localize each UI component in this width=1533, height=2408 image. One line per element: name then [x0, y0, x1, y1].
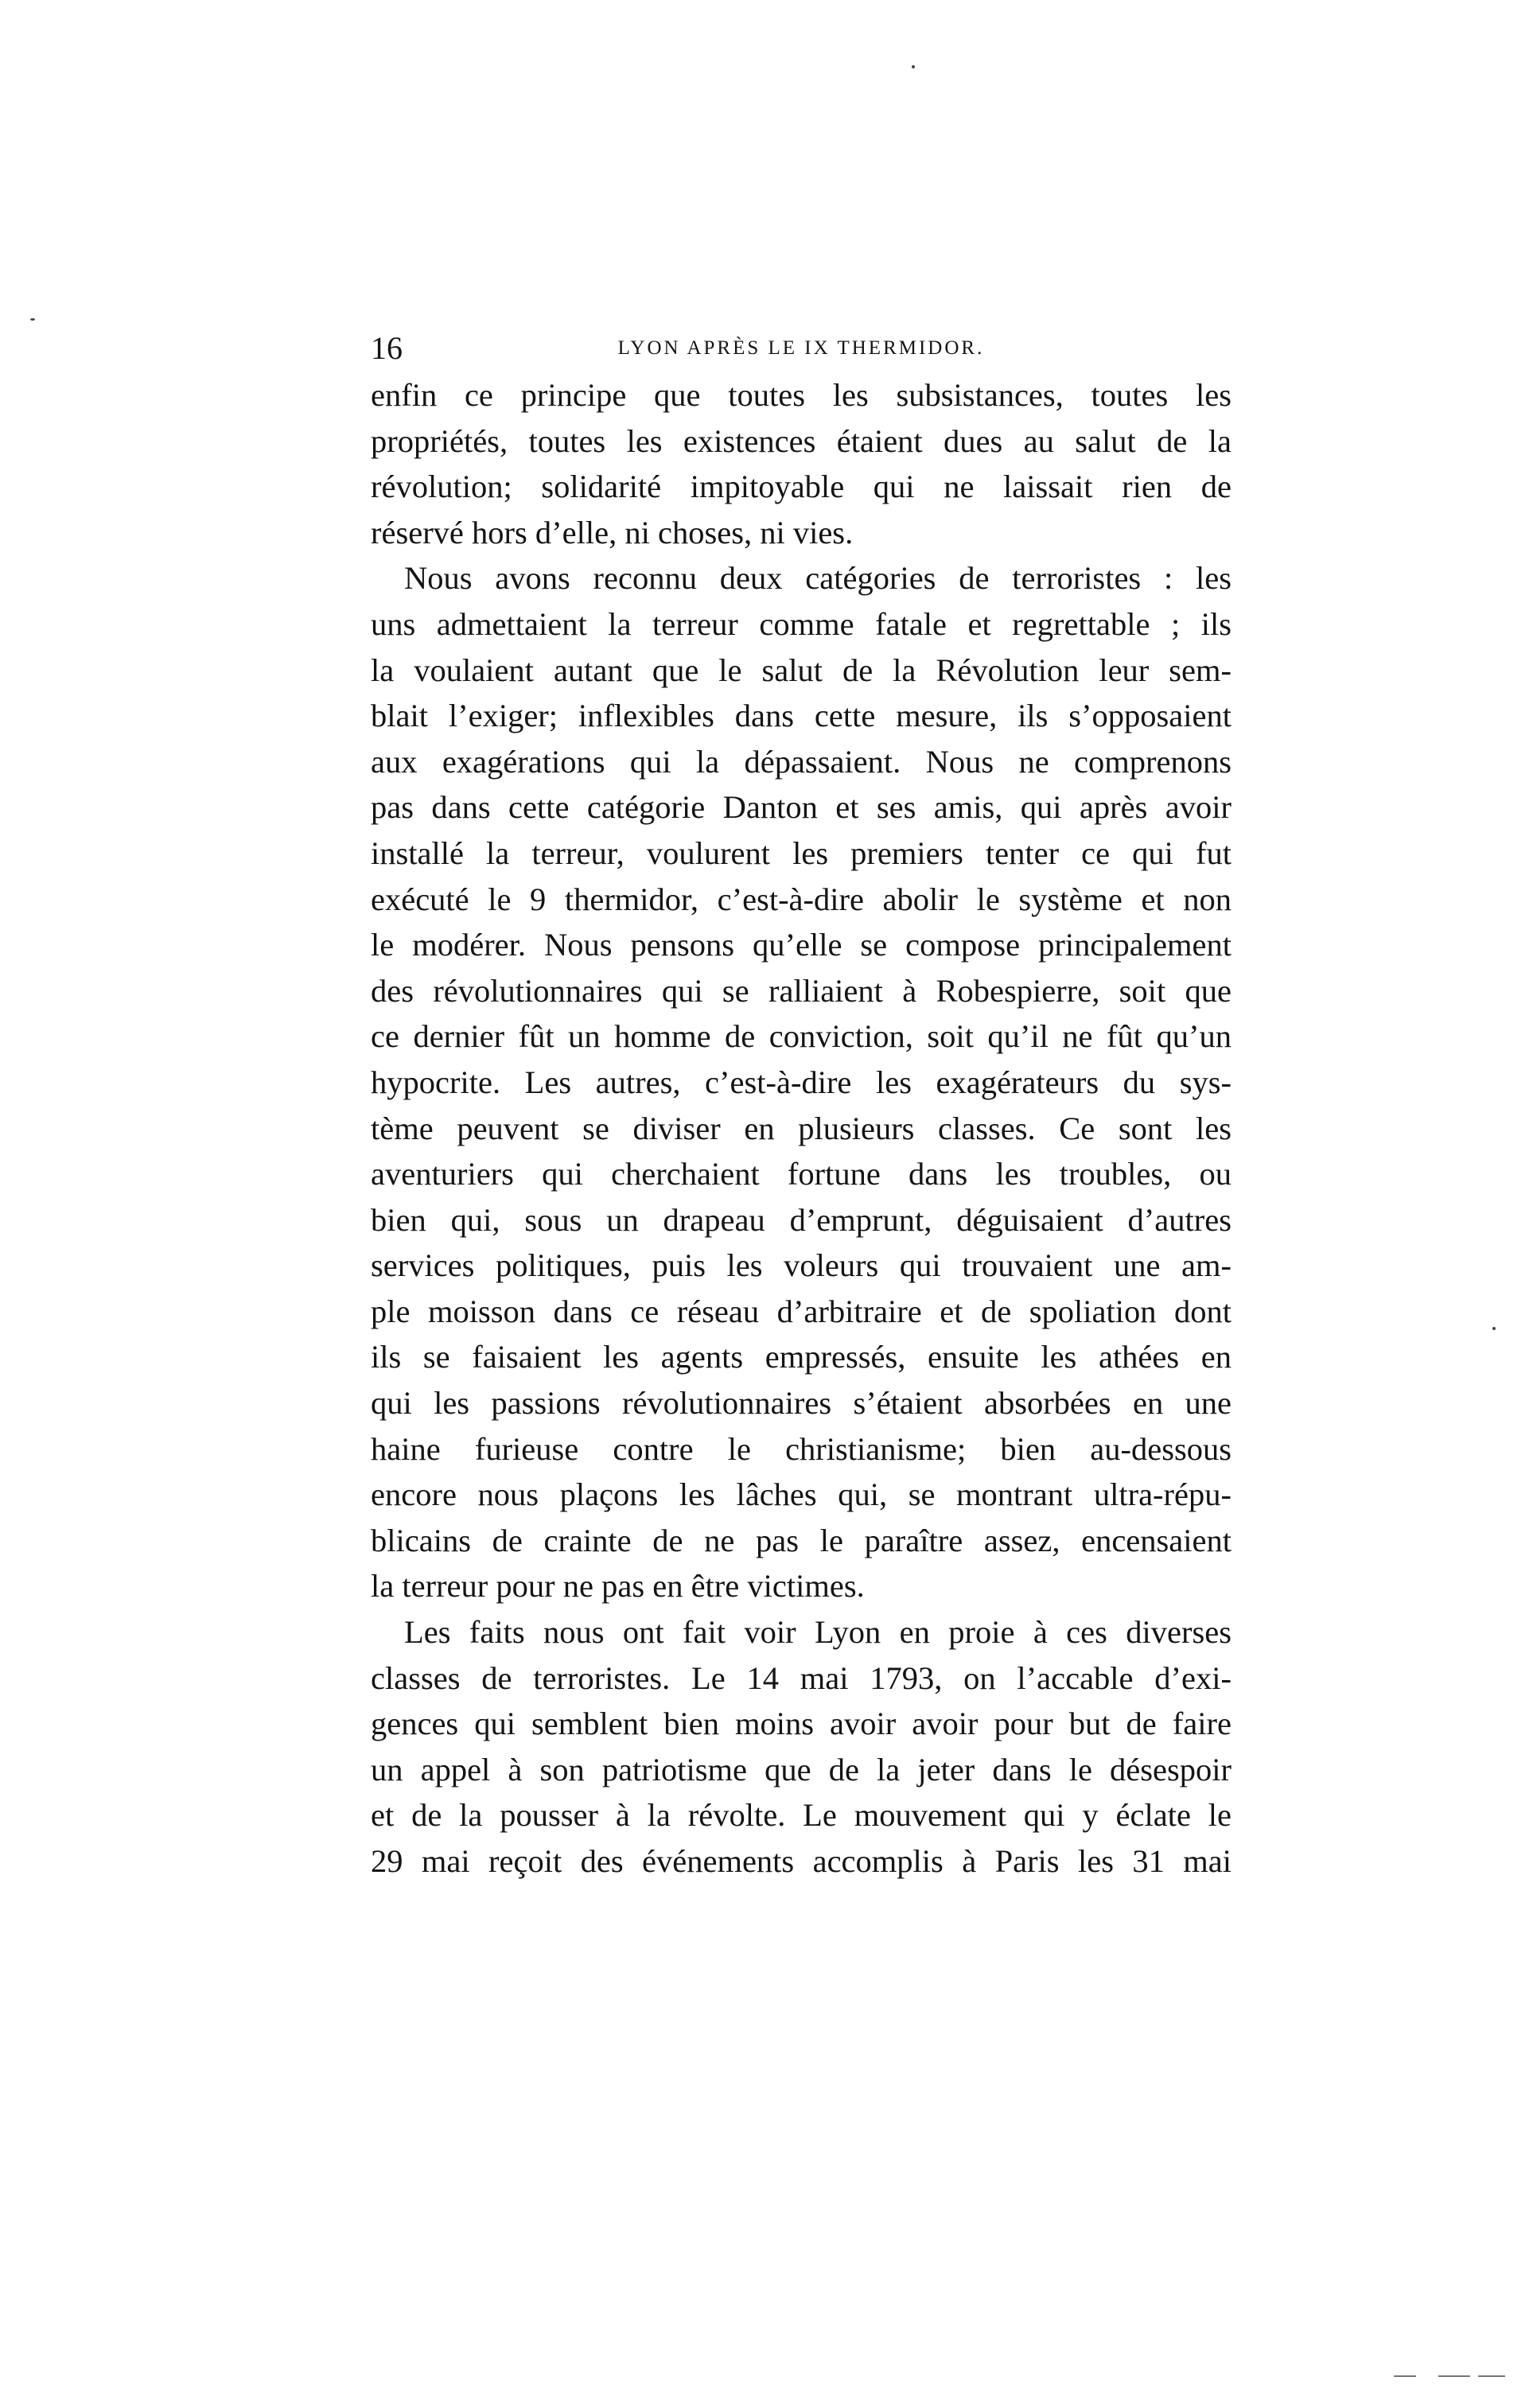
text-line: tème peuvent se diviser en plusieurs classes. Ce sont les [371, 1110, 1231, 1146]
text-line: installé la terreur, voulurent les premiers tenter ce qui fut [371, 834, 1231, 871]
text-line: exécuté le 9 thermidor, c’est-à-dire abolir le système et non [371, 881, 1231, 917]
scan-mark [1438, 2375, 1470, 2377]
scan-mark [1394, 2375, 1416, 2377]
text-line: gences qui semblent bien moins avoir avoir pour but de faire [371, 1706, 1231, 1742]
text-line: la voulaient autant que le salut de la Révolution leur sem- [371, 652, 1231, 688]
text-line: et de la pousser à la révolte. Le mouvement qui y éclate le [371, 1797, 1231, 1834]
text-line: services politiques, puis les voleurs qui trouvaient une am- [371, 1247, 1231, 1284]
text-line: blicains de crainte de ne pas le paraître assez, encensaient [371, 1522, 1231, 1558]
text-line: ce dernier fût un homme de conviction, soit qu’il ne fût qu’un [371, 1018, 1231, 1055]
body-text [371, 372, 1231, 1885]
running-title: LYON APRÈS LE IX THERMIDOR. [617, 337, 985, 359]
text-line: qui les passions révolutionnaires s’étaient absorbées en une [371, 1385, 1231, 1422]
text-line: réservé hors d’elle, ni choses, ni vies. [371, 514, 854, 550]
text-line: uns admettaient la terreur comme fatale et regrettable ; ils [371, 605, 1231, 642]
scan-speck [1492, 1327, 1496, 1330]
text-line: blait l’exiger; inflexibles dans cette mesure, ils s’opposaient [371, 698, 1231, 734]
text-line: un appel à son patriotisme que de la jeter dans le désespoir [371, 1751, 1231, 1788]
paragraph-start-line: Les faits nous ont fait voir Lyon en proie à ces diverses [404, 1614, 1231, 1651]
text-line: hypocrite. Les autres, c’est-à-dire les exagérateurs du sys- [371, 1064, 1231, 1100]
text-line: 29 mai reçoit des événements accomplis à Paris les 31 mai [371, 1843, 1231, 1879]
text-line: ple moisson dans ce réseau d’arbitraire et de spoliation dont [371, 1293, 1231, 1329]
text-line: encore nous plaçons les lâches qui, se montrant ultra-répu- [371, 1476, 1231, 1513]
page-number: 16 [371, 330, 403, 366]
text-line: le modérer. Nous pensons qu’elle se compose principalement [371, 927, 1231, 963]
text-line: classes de terroristes. Le 14 mai 1793, on l’accable d’exi- [371, 1659, 1231, 1696]
running-head [371, 328, 1231, 369]
text-line: haine furieuse contre le christianisme; bien au-dessous [371, 1430, 1231, 1467]
text-line: aux exagérations qui la dépassaient. Nous ne comprenons [371, 743, 1231, 780]
scan-mark [1478, 2375, 1505, 2377]
text-line: pas dans cette catégorie Danton et ses amis, qui après avoir [371, 789, 1231, 826]
scan-speck [30, 318, 35, 321]
paragraph-start-line: Nous avons reconnu deux catégories de terroristes : les [404, 560, 1231, 597]
scan-speck [912, 65, 915, 68]
text-line: des révolutionnaires qui se ralliaient à Robespierre, soit que [371, 972, 1231, 1009]
text-line: la terreur pour ne pas en être victimes. [371, 1568, 865, 1605]
text-line: enfin ce principe que toutes les subsistances, toutes les [371, 377, 1231, 413]
text-line: propriétés, toutes les existences étaient dues au salut de la [371, 422, 1231, 459]
text-line: bien qui, sous un drapeau d’emprunt, déguisaient d’autres [371, 1201, 1231, 1238]
text-line: ils se faisaient les agents empressés, ensuite les athées en [371, 1339, 1231, 1375]
text-line: aventuriers qui cherchaient fortune dans les troubles, ou [371, 1156, 1231, 1192]
text-line: révolution; solidarité impitoyable qui ne laissait rien de [371, 469, 1231, 505]
